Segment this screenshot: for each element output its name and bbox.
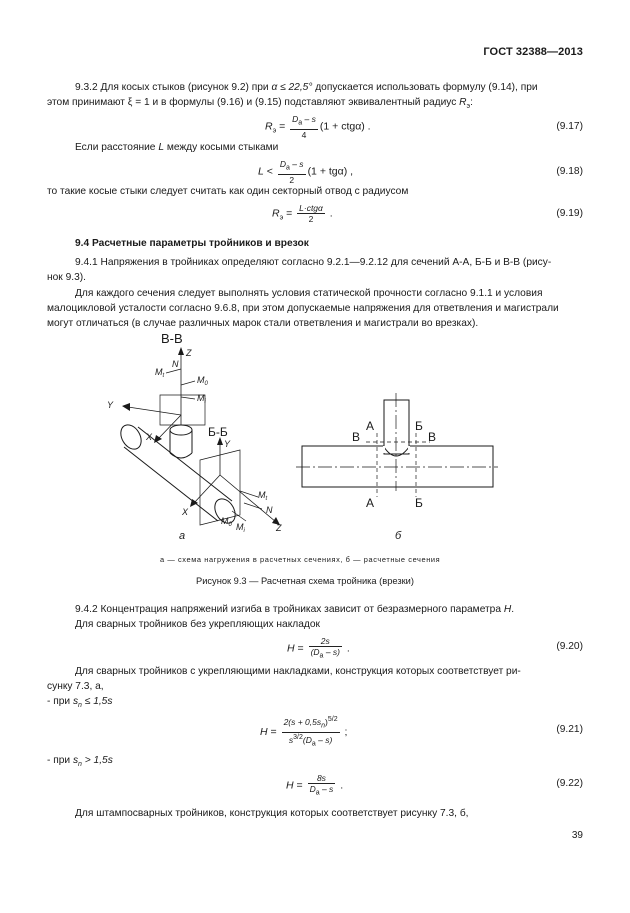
para-weld: Для сварных тройников без укрепляющих накладок	[75, 619, 320, 630]
para-each-line2: малоцикловой усталости согласно 9.6.8, при этом допускаемые напряжения для ответвления и магистрали	[47, 303, 559, 314]
standard-header: ГОСТ 32388—2013	[483, 46, 583, 58]
label-vv: В-В	[161, 331, 183, 346]
equation-number-9-20: (9.20)	[556, 641, 583, 652]
para-each-line3: могут отличаться (в случае различных марок стали ответвления и магистрали во врезках).	[47, 318, 479, 329]
equation-9-21: H = $\frac{2(s + 0,5s_n)^{5/2}}{s^{3/2}(D_a - s)}$ ;	[260, 716, 348, 748]
fraction: $\frac{2(s + 0,5s_n)^{5/2}}{s^{3/2}(D_a - s)}$	[283, 716, 338, 748]
equation-9-18: L < $\frac{D_a - s}{2}$ (1 + tgα) ,	[258, 159, 354, 185]
para-reinf-line2: сунку 7.3, а,	[47, 681, 104, 692]
equation-number-9-22: (9.22)	[556, 778, 583, 789]
equation-9-19: $R_э$ = $\frac{\text{L·ctgα}}{2}$ .	[272, 203, 333, 224]
section-v-left: В	[352, 430, 361, 444]
equation-number-9-19: (9.19)	[556, 208, 583, 219]
moment-mt-right: $M_t$	[258, 490, 268, 502]
axis-n-right: N	[266, 505, 273, 515]
moment-m0-right: $M_0$	[221, 516, 232, 528]
para-reinf-line1: Для сварных тройников с укрепляющими накладками, конструкция которых соответствует ри-	[75, 666, 521, 677]
para-single-sector: то такие косые стыки следует считать как один секторный отвод с радиусом	[47, 186, 409, 197]
label-bb: Б-Б	[208, 425, 228, 439]
branch-top	[170, 425, 192, 435]
para-932-line2: этом принимают ξ = 1 и в формулы (9.16) и (9.15) подставляют эквивалентный радиус $R_э$:	[47, 97, 473, 111]
moment-mi-right: $M_i$	[236, 522, 245, 534]
fraction: $\frac{D_a - s}{2}$	[279, 159, 304, 185]
moment-mi-top: $M_i$	[197, 393, 206, 405]
equation-number-9-17: (9.17)	[556, 121, 583, 132]
main-pipe-left-end	[117, 421, 146, 453]
subfigure-a-label: а	[179, 530, 186, 542]
fraction: $\frac{\text{L·ctgα}}{2}$	[299, 203, 323, 224]
axis-y-top: Y	[107, 400, 114, 410]
axis-x-top: X	[146, 432, 153, 442]
fraction: $\frac{D_a - s}{4}$	[292, 114, 316, 140]
condition-2: - при $s_n > 1,5s$	[47, 755, 113, 769]
subfigure-b-label: б	[395, 530, 402, 542]
section-a-top: А	[366, 419, 375, 433]
figure-tee-diagram	[0, 325, 630, 555]
axis-z-right: Z	[276, 523, 282, 533]
main-pipe-body	[124, 427, 232, 521]
axis-n-top: N	[172, 359, 179, 369]
axis-x-right: X	[182, 507, 189, 517]
axis-z-top: Z	[186, 348, 192, 358]
equation-number-9-18: (9.18)	[556, 166, 583, 177]
section-heading-9-4: 9.4 Расчетные параметры тройников и врезок	[75, 238, 309, 249]
branch-rect	[384, 400, 409, 454]
figure-caption: Рисунок 9.3 — Расчетная схема тройника (врезки)	[196, 576, 414, 586]
para-each-line1: Для каждого сечения следует выполнять условия статической прочности согласно 9.1.1 и условия	[75, 288, 543, 299]
equation-9-22: H = $\frac{8s}{D_a - s}$ .	[286, 773, 344, 797]
para-942: 9.4.2 Концентрация напряжений изгиба в тройниках зависит от безразмерного параметра H.	[75, 604, 515, 615]
equation-9-17: $R_э$ = $\frac{D_a - s}{4}$ (1 + ctgα) .	[265, 114, 371, 140]
section-v-right: В	[428, 430, 437, 444]
fraction: $\frac{8s}{D_a - s}$	[309, 773, 334, 797]
condition-1: - при $s_n \le 1,5s$	[47, 696, 113, 710]
fraction: $\frac{2s}{(D_a - s)}$	[310, 636, 340, 660]
moment-mt-top: $M_t$	[155, 367, 165, 379]
moment-m0-top: $M_0$	[197, 375, 208, 387]
equation-9-20: H = $\frac{2s}{(D_a - s)}$ .	[287, 636, 350, 660]
section-a-bottom: А	[366, 496, 375, 510]
para-distance-L: Если расстояние L между косыми стыками	[75, 142, 279, 153]
para-941-line2: нок 9.3).	[47, 272, 86, 283]
para-932-line1: 9.3.2 Для косых стыков (рисунок 9.2) при α ≤ 22,5° допускается использовать формулу (9.14), при	[75, 82, 538, 93]
equation-number-9-21: (9.21)	[556, 724, 583, 735]
section-b-top: Б	[415, 419, 423, 433]
para-941-line1: 9.4.1 Напряжения в тройниках определяют согласно 9.2.1—9.2.12 для сечений А-А, Б-Б и В-В (рису-	[75, 257, 552, 268]
figure-legend: а — схема нагружения в расчетных сечениях, б — расчетные сечения	[160, 555, 441, 564]
axis-y-right: Y	[224, 439, 231, 449]
page-number: 39	[571, 830, 583, 841]
section-b-bottom: Б	[415, 496, 423, 510]
para-stamp: Для штампосварных тройников, конструкция которых соответствует рисунку 7.3, б,	[75, 808, 469, 819]
